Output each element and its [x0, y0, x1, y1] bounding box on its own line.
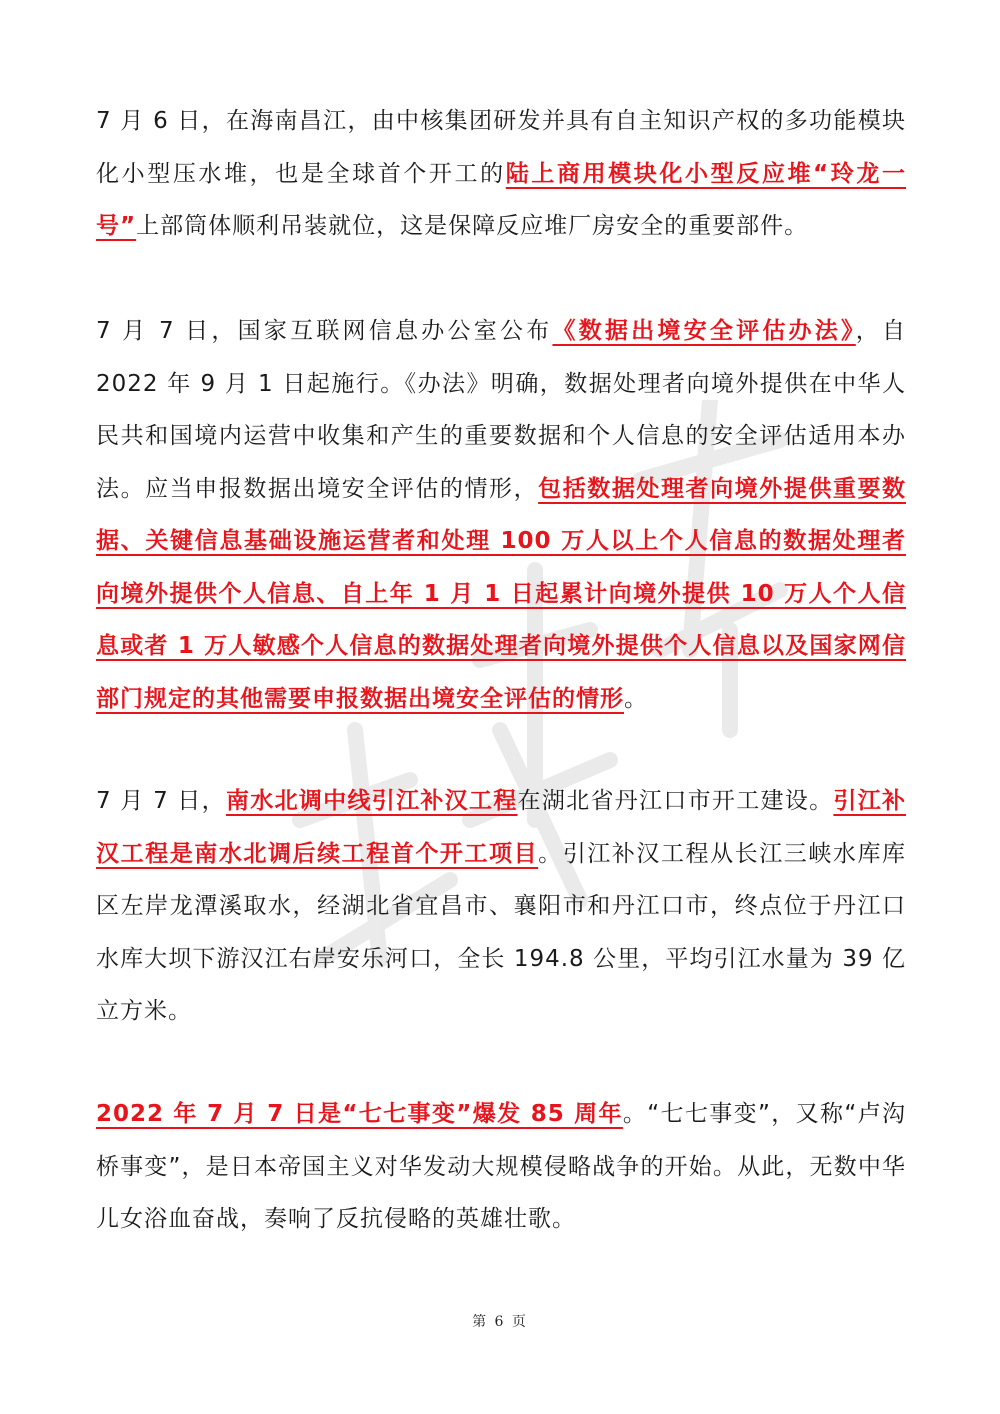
paragraph-1: [96, 95, 906, 253]
text-segment: 。引江补汉工程从长江三峡水库库区左岸龙潭溪取水，经湖北省宜昌市、襄阳市和丹江口市，终点位于丹江口水库大坝下游汉江右岸安乐河口，全长 194.8 公里，平均引江水量为 39 亿立方米。: [96, 840, 906, 1024]
text-segment: 7 月 6 日，在海南昌江，由中核集团研发并具有自主知识产权的多功能模块化小型压水堆，也是全球首个开工的: [96, 108, 906, 187]
text-segment: 。: [624, 685, 648, 712]
text-segment: 7 月 7 日，国家互联网信息办公室公布: [96, 318, 553, 344]
text-segment: 在湖北省丹江口市开工建设。: [517, 788, 834, 814]
paragraph-3: [96, 775, 906, 1038]
highlighted-text: 南水北调中线引江补汉工程: [225, 788, 518, 814]
text-segment: 上部筒体顺利吊装就位，这是保障反应堆厂房安全的重要部件。: [136, 213, 809, 239]
page-number: 第 6 页: [472, 1314, 528, 1330]
highlighted-text: 引江补汉工程是南水北调后续工程首个开工项目: [96, 788, 906, 867]
highlighted-text: 2022 年 7 月 7 日是“七七事变”爆发 85 周年: [96, 1101, 623, 1127]
text-segment: 7 月 7 日，: [96, 788, 226, 814]
text-segment: 。“七七事变”，又称“卢沟桥事变”，是日本帝国主义对华发动大规模侵略战争的开始。从此，无数中华儿女浴血奋战，奏响了反抗侵略的英雄壮歌。: [96, 1101, 907, 1232]
highlighted-text: 陆上商用模块化小型反应堆“玲龙一号”: [96, 160, 906, 239]
highlighted-text: 包括数据处理者向境外提供重要数据、关键信息基础设施运营者和处理 100 万人以上个人信息的数据处理者向境外提供个人信息、自上年 1 月 1 日起累计向境外提供 10 万人个人信息或者 1 万人敏感个人信息的数据处理者向境外提供个人信息以及国家网信部门规定的其他需要申报数据出境安全评估的情形: [96, 475, 906, 712]
highlighted-text: 《数据出境安全评估办法》: [552, 318, 856, 344]
paragraph-4: [96, 1088, 906, 1246]
text-segment: ，自 2022 年 9 月 1 日起施行。《办法》明确，数据处理者向境外提供在中华人民共和国境内运营中收集和产生的重要数据和个人信息的安全评估适用本办法。应当申报数据出境安全评估的情形，: [96, 318, 907, 502]
paragraph-2: [96, 305, 906, 725]
